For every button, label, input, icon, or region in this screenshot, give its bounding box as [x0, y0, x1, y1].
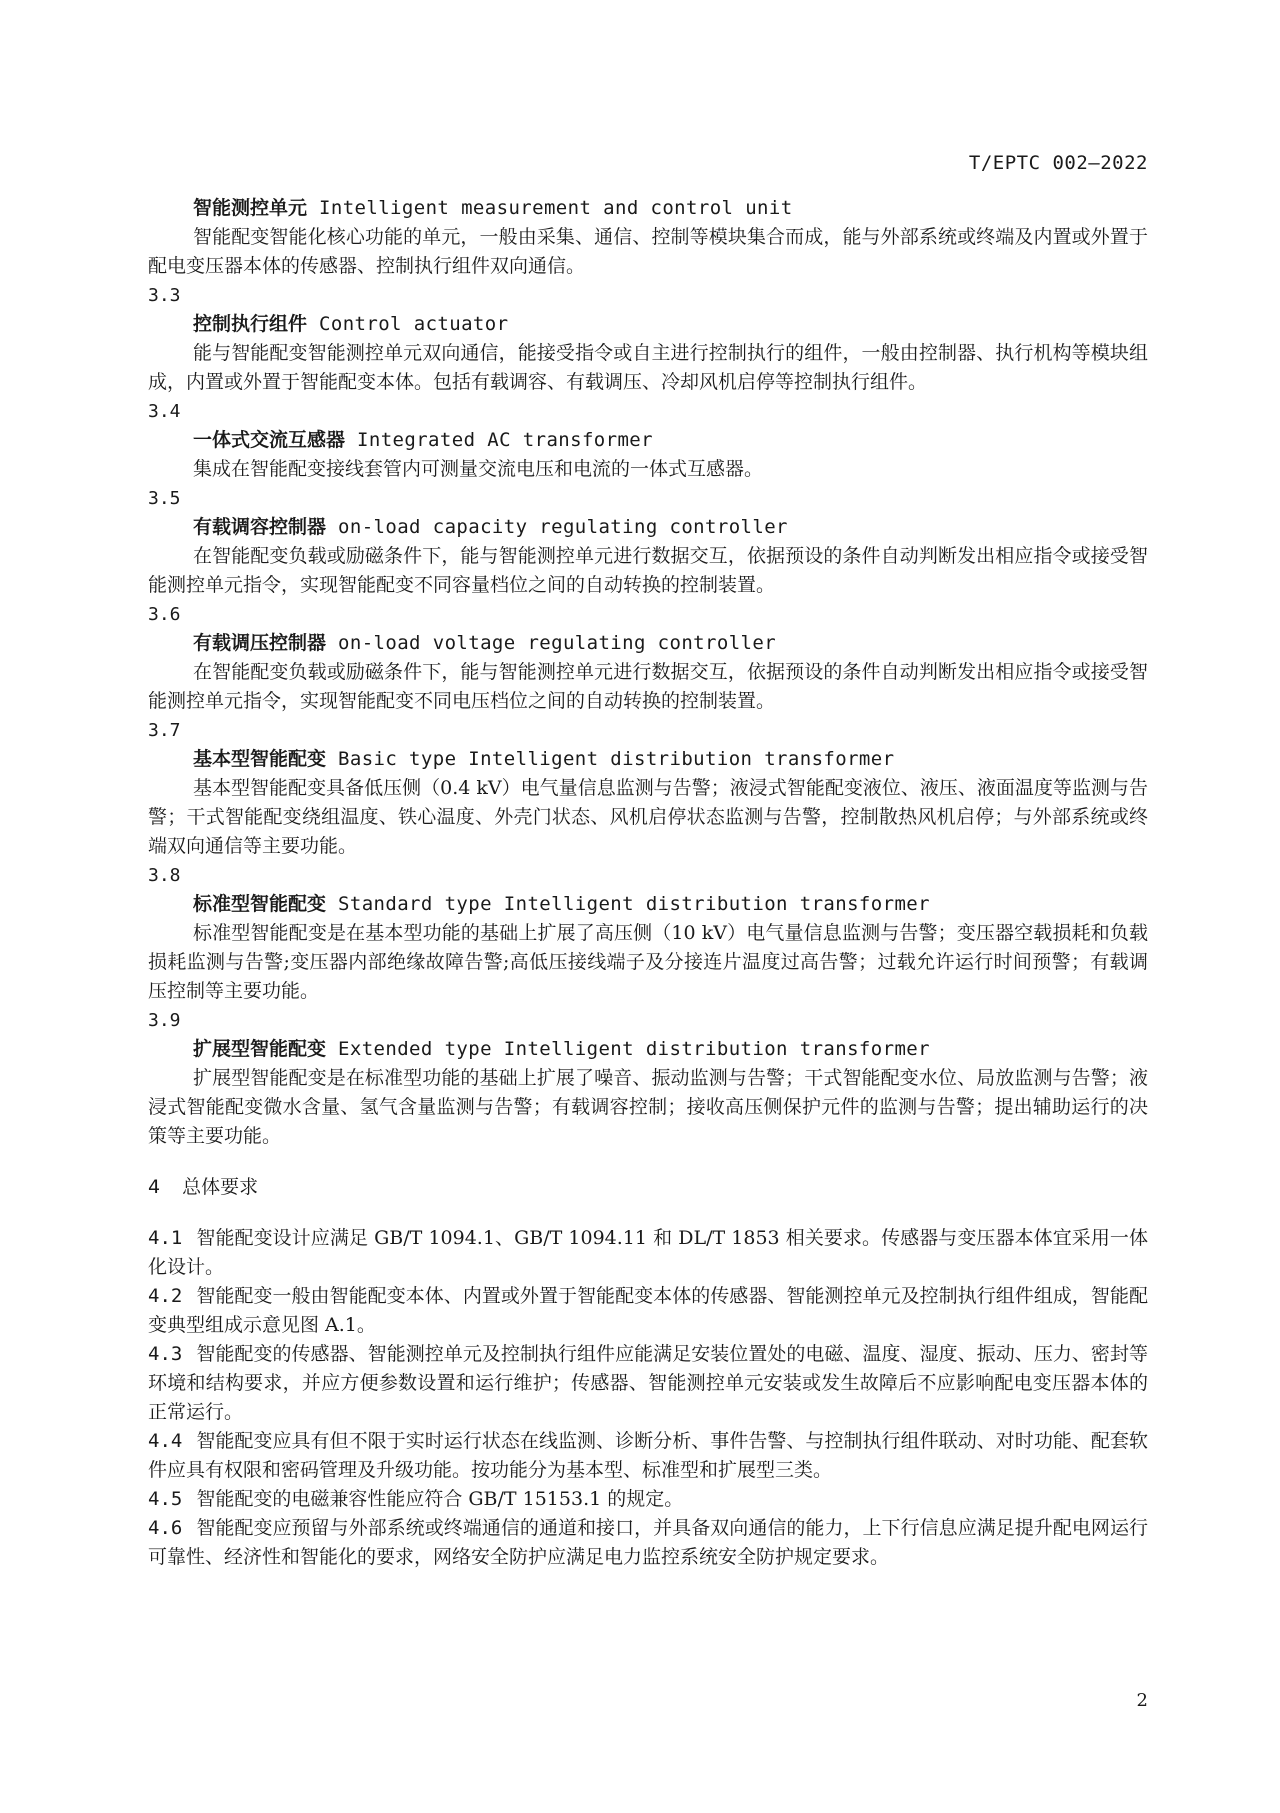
clause-number: 4.4	[148, 1430, 183, 1452]
term-title	[193, 890, 1148, 919]
term-number: 3.7	[148, 720, 181, 741]
clause	[148, 1427, 1148, 1485]
term-definition: 能与智能配变智能测控单元双向通信，能接受指令或自主进行控制执行的组件，一般由控制器、执行机构等模块组成，内置或外置于智能配变本体。包括有载调容、有载调压、冷却风机启停等控制执行组件。	[148, 342, 1148, 393]
term-number: 3.9	[148, 1010, 181, 1031]
clause	[148, 1485, 1148, 1514]
term-title-en: Standard type Intelligent distribution transformer	[338, 893, 930, 915]
term-title	[193, 310, 1148, 339]
clause	[148, 1282, 1148, 1340]
term-title	[193, 513, 1148, 542]
clause-text: 智能配变应具有但不限于实时运行状态在线监测、诊断分析、事件告警、与控制执行组件联动、对时功能、配套软件应具有权限和密码管理及升级功能。按功能分为基本型、标准型和扩展型三类。	[148, 1430, 1148, 1481]
term-number: 3.6	[148, 604, 181, 625]
clause-number: 4.3	[148, 1343, 183, 1365]
term-definition: 在智能配变负载或励磁条件下，能与智能测控单元进行数据交互，依据预设的条件自动判断发出相应指令或接受智能测控单元指令，实现智能配变不同电压档位之间的自动转换的控制装置。	[148, 661, 1148, 712]
term-title-cn: 基本型智能配变	[193, 748, 327, 770]
term-title	[193, 1035, 1148, 1064]
term-title-en: on-load voltage regulating controller	[338, 632, 777, 654]
section-title: 总体要求	[182, 1176, 259, 1198]
document-body	[148, 194, 1148, 1572]
term-definition: 智能配变智能化核心功能的单元，一般由采集、通信、控制等模块集合而成，能与外部系统或终端及内置或外置于配电变压器本体的传感器、控制执行组件双向通信。	[148, 226, 1148, 277]
term-title-cn: 控制执行组件	[193, 313, 308, 335]
section-heading	[148, 1173, 1148, 1202]
clause-number: 4.1	[148, 1227, 183, 1249]
term-title	[193, 745, 1148, 774]
term-number: 3.3	[148, 285, 181, 306]
term-title-cn: 有载调容控制器	[193, 516, 327, 538]
term-title	[193, 629, 1148, 658]
clause-number: 4.6	[148, 1517, 183, 1539]
term-definition: 集成在智能配变接线套管内可测量交流电压和电流的一体式互感器。	[193, 458, 764, 480]
clause-text: 智能配变一般由智能配变本体、内置或外置于智能配变本体的传感器、智能测控单元及控制执行组件组成，智能配变典型组成示意见图 A.1。	[148, 1285, 1148, 1336]
term-number: 3.8	[148, 865, 181, 886]
clause-number: 4.5	[148, 1488, 183, 1510]
term-title-cn: 有载调压控制器	[193, 632, 327, 654]
clause-text: 智能配变的传感器、智能测控单元及控制执行组件应能满足安装位置处的电磁、温度、湿度、振动、压力、密封等环境和结构要求，并应方便参数设置和运行维护；传感器、智能测控单元安装或发生故障后不应影响配电变压器本体的正常运行。	[148, 1343, 1148, 1423]
term-definition: 标准型智能配变是在基本型功能的基础上扩展了高压侧（10 kV）电气量信息监测与告警；变压器空载损耗和负载损耗监测与告警;变压器内部绝缘故障告警;高低压接线端子及分接连片温度过高告警；过载允许运行时间预警；有载调压控制等主要功能。	[148, 922, 1148, 1002]
page-number: 2	[1136, 1690, 1148, 1711]
term-definition: 扩展型智能配变是在标准型功能的基础上扩展了噪音、振动监测与告警；干式智能配变水位、局放监测与告警；液浸式智能配变微水含量、氢气含量监测与告警；有载调容控制；接收高压侧保护元件的监测与告警；提出辅助运行的决策等主要功能。	[148, 1067, 1148, 1147]
clause-text: 智能配变设计应满足 GB/T 1094.1、GB/T 1094.11 和 DL/T 1853 相关要求。传感器与变压器本体宜采用一体化设计。	[148, 1227, 1148, 1278]
term-number: 3.4	[148, 401, 181, 422]
term-title	[193, 426, 1148, 455]
section-number: 4	[148, 1176, 161, 1198]
term-title-en: Intelligent measurement and control unit	[319, 197, 793, 219]
term-title-cn: 标准型智能配变	[193, 893, 327, 915]
term-title-cn: 一体式交流互感器	[193, 429, 346, 451]
document-code: T/EPTC 002—2022	[968, 152, 1148, 174]
term-title-cn: 智能测控单元	[193, 197, 308, 219]
term-number: 3.5	[148, 488, 181, 509]
term-definition: 基本型智能配变具备低压侧（0.4 kV）电气量信息监测与告警；液浸式智能配变液位、液压、液面温度等监测与告警；干式智能配变绕组温度、铁心温度、外壳门状态、风机启停状态监测与告警，控制散热风机启停；与外部系统或终端双向通信等主要功能。	[148, 777, 1148, 857]
term-title	[193, 194, 1148, 223]
term-title-en: Extended type Intelligent distribution transformer	[338, 1038, 930, 1060]
term-title-en: Basic type Intelligent distribution transformer	[338, 748, 895, 770]
clause-number: 4.2	[148, 1285, 183, 1307]
clause	[148, 1224, 1148, 1282]
term-definition: 在智能配变负载或励磁条件下，能与智能测控单元进行数据交互，依据预设的条件自动判断发出相应指令或接受智能测控单元指令，实现智能配变不同容量档位之间的自动转换的控制装置。	[148, 545, 1148, 596]
term-title-en: Control actuator	[319, 313, 509, 335]
clause-text: 智能配变的电磁兼容性能应符合 GB/T 15153.1 的规定。	[196, 1488, 684, 1510]
clause	[148, 1340, 1148, 1427]
clause	[148, 1514, 1148, 1572]
clause-text: 智能配变应预留与外部系统或终端通信的通道和接口，并具备双向通信的能力，上下行信息应满足提升配电网运行可靠性、经济性和智能化的要求，网络安全防护应满足电力监控系统安全防护规定要求。	[148, 1517, 1148, 1568]
term-title-en: Integrated AC transformer	[357, 429, 653, 451]
term-title-en: on-load capacity regulating controller	[338, 516, 788, 538]
term-title-cn: 扩展型智能配变	[193, 1038, 327, 1060]
